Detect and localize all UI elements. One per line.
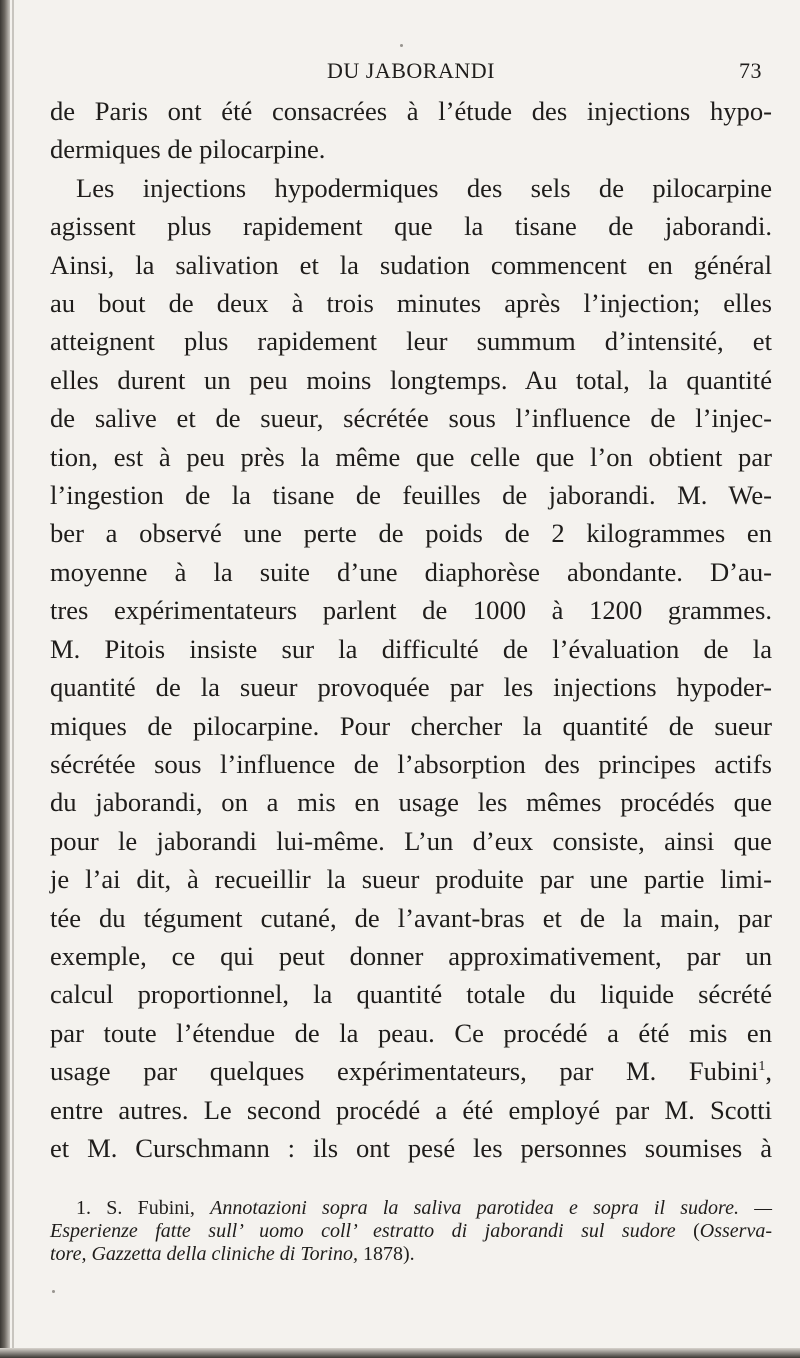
text-line: sécrétée sous l’influence de l’absorption des principes actifs <box>50 748 772 779</box>
text-line: M. Pitois insiste sur la difficulté de l’évaluation de la <box>50 633 772 664</box>
text-line: de Paris ont été consacrées à l’étude des injections hypo- <box>50 96 772 126</box>
text-line: calcul proportionnel, la quantité totale du liquide sécrété <box>50 979 772 1010</box>
text-line: dermiques de pilocarpine. <box>50 134 326 165</box>
text-line: Ainsi, la salivation et la sudation commencent en général <box>50 249 772 280</box>
footnote-ref-punctuation: , <box>765 1056 772 1087</box>
text-line: par toute l’étendue de la peau. Ce procédé a été mis en <box>50 1017 772 1048</box>
footnote-source: Osserva- <box>699 1220 773 1243</box>
page-number: 73 <box>739 58 762 83</box>
running-head <box>50 58 772 92</box>
running-title: DU JABORANDI <box>327 58 495 83</box>
text-line: je l’ai dit, à recueillir la sueur produite par une partie limi- <box>50 864 772 895</box>
footnote-year: 1878). <box>362 1243 415 1266</box>
paper-speck <box>400 44 403 47</box>
book-page <box>50 58 772 1266</box>
text-line: pour le jaborandi lui-même. L’un d’eux consiste, ainsi que <box>50 825 772 856</box>
footnote <box>50 1197 772 1266</box>
book-spine-shadow <box>0 0 10 1358</box>
text-line: miques de pilocarpine. Pour chercher la quantité de sueur <box>50 710 772 741</box>
footnote-marker: 1. S. Fubini, <box>76 1197 195 1220</box>
text-line: quantité de la sueur provoquée par les injections hypoder- <box>50 672 772 703</box>
text-line: tée du tégument cutané, de l’avant-bras et de la main, par <box>50 902 772 933</box>
paper-speck <box>52 1290 55 1293</box>
text-line: exemple, ce qui peut donner approximativement, par un <box>50 940 772 971</box>
page-edge <box>12 0 14 1358</box>
text-line: ber a observé une perte de poids de 2 kilogrammes en <box>50 518 772 549</box>
text-line: tion, est à peu près la même que celle que l’on obtient par <box>50 441 772 472</box>
footnote-line <box>50 1220 772 1243</box>
text-line: Les injections hypodermiques des sels de pilocarpine <box>76 172 772 203</box>
text-line: atteignent plus rapidement leur summum d’intensité, et <box>50 326 772 357</box>
page-bottom-shadow <box>0 1348 800 1358</box>
text-line: l’ingestion de la tisane de feuilles de jaborandi. M. We- <box>50 480 772 511</box>
text-line: du jaborandi, on a mis en usage les mêmes procédés que <box>50 787 772 818</box>
text-line: tres expérimentateurs parlent de 1000 à 1200 grammes. <box>50 595 772 626</box>
text-line: elles durent un peu moins longtemps. Au total, la quantité <box>50 364 772 395</box>
text-line-with-footnote <box>50 1052 772 1090</box>
footnote-line <box>50 1243 772 1266</box>
footnote-reference[interactable]: 1 <box>758 1059 766 1075</box>
footnote-source: tore, Gazzetta della cliniche di Torino, <box>50 1243 358 1266</box>
text-line: au bout de deux à trois minutes après l’injection; elles <box>50 288 772 319</box>
text-line: moyenne à la suite d’une diaphorèse abondante. D’au- <box>50 556 772 587</box>
footnote-paren: ( <box>693 1220 700 1243</box>
body-text <box>50 92 772 1167</box>
text-line: agissent plus rapidement que la tisane de jaborandi. <box>50 211 772 242</box>
text-line: de salive et de sueur, sécrétée sous l’influence de l’injec- <box>50 403 772 434</box>
text-line: entre autres. Le second procédé a été employé par M. Scotti <box>50 1094 772 1125</box>
text-line: et M. Curschmann : ils ont pesé les personnes soumises à <box>50 1132 772 1163</box>
text-segment: usage par quelques expérimentateurs, par M. Fubini <box>50 1056 759 1087</box>
footnote-title: Esperienze fatte sull’ uomo coll’ estratto di jaborandi sul sudore <box>50 1220 676 1243</box>
footnote-line <box>50 1197 772 1220</box>
footnote-title: Annotazioni sopra la saliva parotidea e sopra il sudore. — <box>210 1197 772 1220</box>
